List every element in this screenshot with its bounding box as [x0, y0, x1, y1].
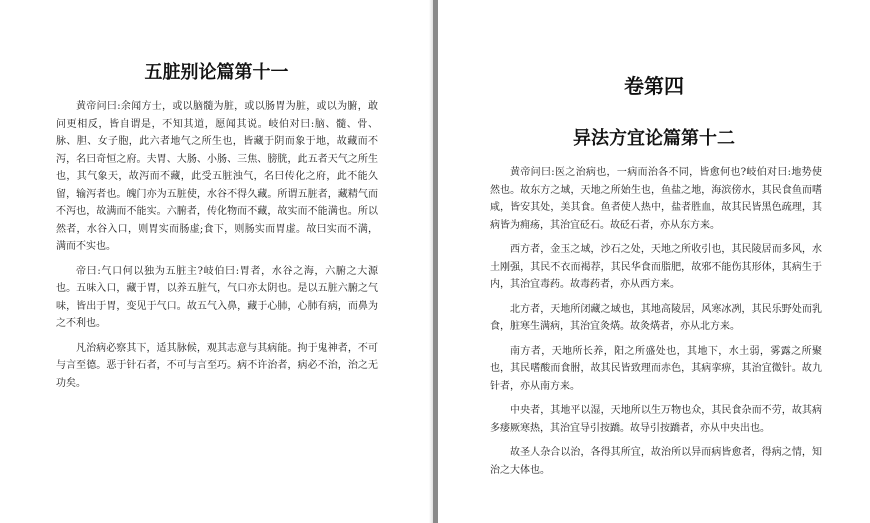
section-body [490, 164, 822, 486]
paragraph: 凡治病必察其下，适其脉候，观其志意与其病能。拘于鬼神者，不可与言至德。恶于针石者，不可与言至巧。病不许治者，病必不治，治之无功矣。 [56, 342, 378, 389]
gutter-shadow-left [429, 0, 433, 523]
left-page [0, 0, 433, 523]
paragraph: 黄帝问曰:余闻方士，或以脑髓为脏，或以肠胃为脏，或以为腑，敢问更相反，皆自谓是，不知其道，愿闻其说。岐伯对曰:脑、髓、骨、脉、胆、女子胞，此六者地气之所生也，皆藏于阴而象于地，故藏而不泻，名曰奇恒之府。夫胃、大肠、小肠、三焦、膀胱，此五者天气之所生也，其气象天，故泻而不藏，此受五脏浊气，名曰传化之府，此不能久留，输泻者也。魄门亦为五脏使，水谷不得久藏。所谓五脏者，藏精气而不泻也，故满而不能实。六腑者，传化物而不藏，故实而不能满也。所以然者，水谷入口，则胃实而肠虚;食下，则肠实而胃虚。故曰实而不满，满而不实也。 [56, 101, 378, 252]
paragraph: 帝曰:气口何以独为五脏主?岐伯曰:胃者，水谷之海，六腑之大源也。五味入口，藏于胃，以养五脏气，气口亦太阴也。是以五脏六腑之气味，皆出于胃，变见于气口。故五气入鼻，藏于心肺，心肺有病，而鼻为之不利也。 [56, 265, 378, 329]
paragraph: 故圣人杂合以治，各得其所宜，故治所以异而病皆愈者，得病之情，知治之大体也。 [490, 447, 822, 476]
paragraph: 南方者，天地所长养，阳之所盛处也，其地下，水土弱，雾露之所聚也，其民嗜酸而食胕，故其民皆致理而赤色，其病挛痹，其治宜微针。故九针者，亦从南方来。 [490, 345, 822, 392]
chapter-title: 五脏别论篇第十一 [144, 62, 289, 83]
volume-title: 卷第四 [624, 74, 684, 98]
right-page [438, 0, 870, 523]
paragraph: 黄帝问曰:医之治病也，一病而治各不同，皆愈何也?岐伯对曰:地势使然也。故东方之域，天地之所始生也，鱼盐之地，海滨傍水，其民食鱼而嗜咸，皆安其处，美其食。鱼者使人热中，盐者胜血，故其民皆黑色疏理，其病皆为痈疡，其治宜砭石。故砭石者，亦从东方来。 [490, 167, 822, 231]
paragraph: 西方者，金玉之域，沙石之处，天地之所收引也，其民陵居而多风，水土刚强，其民不衣而褐荐，其民华食而脂肥，故邪不能伤其形体，其病生于内，其治宜毒药。故毒药者，亦从西方来。 [490, 244, 822, 290]
paragraph: 中央者，其地平以湿，天地所以生万物也众，其民食杂而不劳，故其病多痿厥寒热，其治宜导引按蹻。故导引按蹻者，亦从中央出也。 [490, 405, 822, 434]
chapter-body [56, 98, 378, 399]
section-title: 异法方宜论篇第十二 [573, 128, 735, 149]
paragraph: 北方者，天地所闭藏之域也，其地高陵居，风寒冰冽，其民乐野处而乳食，脏寒生满病，其治宜灸焫。故灸焫者，亦从北方来。 [490, 303, 822, 332]
